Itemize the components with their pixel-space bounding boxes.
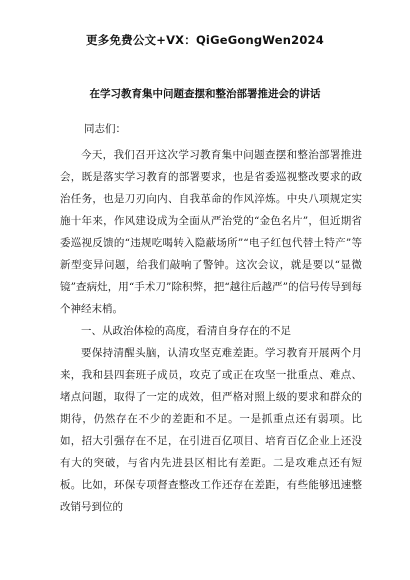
- promo-header: 更多免费公文+VX：QiGeGongWen2024: [86, 33, 324, 47]
- section-heading: 一、从政治体检的高度，看清自身存在的不足: [81, 325, 291, 337]
- salutation: 同志们：: [84, 123, 126, 135]
- paragraph-2: 要保持清醒头脑，认清攻坚克难差距。学习教育开展两个月来，我和县四套班子成员，攻克了或正在攻坚一批重点、难点、堵点问题，取得了一定的成效，但严格对照上级的要求和群众的期待，仍然存在不少的差距和不足。一是抓重点还有弱项。比如，招大引强存在不足，在引进百亿项目、培育百亿企业上还没有大的突破，与省内先进县区相比有差距。二是攻难点还有短板。比如，环保专项督查整改工作还存在差距，有些能够迅速整改销号到位的: [60, 347, 362, 513]
- document-title: 在学习教育集中问题查摆和整治部署推进会的讲话: [89, 88, 321, 100]
- paragraph-1: 今天，我们召开这次学习教育集中问题查摆和整治部署推进会，既是落实学习教育的部署要求，也是省委巡视整改要求的政治任务，也是刀刃向内、自我革命的作风淬炼。中央八项规定实施十年来，作风建设成为全面从严治党的“金色名片”，但近期省委巡视反馈的“违规吃喝转入隐蔽场所”“电子红包代替土特产”等新型变异问题，给我们敲响了警钟。这次会议，就是要以“显微镜”查病灶，用“手术刀”除积弊，把“越往后越严”的信号传导到每个神经末梢。: [60, 149, 362, 315]
- document-body: [60, 118, 362, 518]
